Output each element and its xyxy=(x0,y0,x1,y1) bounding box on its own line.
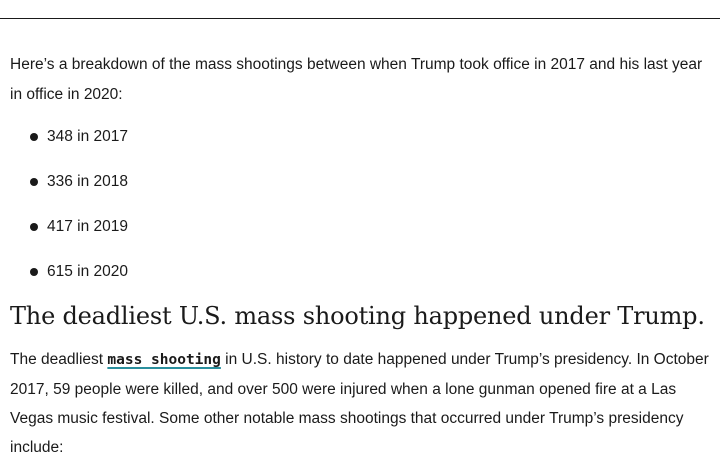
list-item xyxy=(10,212,710,242)
bullet-icon xyxy=(30,268,38,276)
section-heading: The deadliest U.S. mass shooting happened under Trump. xyxy=(10,302,705,330)
list-item-text: 348 in 2017 xyxy=(47,128,129,145)
article-body xyxy=(10,50,710,462)
list-item-text: 615 in 2020 xyxy=(47,263,129,280)
list-item-text: 336 in 2018 xyxy=(47,173,129,190)
list-item xyxy=(10,257,710,287)
top-divider xyxy=(0,18,720,19)
paragraph-text-end: in U.S. history to date happened under Trump’s presidency. In October 2017, 59 people were killed, and over 500 were injured when a lone gunman opened fire at a Las Vegas music festival. Some other notable mass shootings that occurred under Trump’s presidency include: xyxy=(10,351,709,456)
bullet-icon xyxy=(30,178,38,186)
mass-shooting-link[interactable]: mass shooting xyxy=(107,352,221,368)
intro-paragraph: Here’s a breakdown of the mass shootings between when Trump took office in 2017 and his last year in office in 2020: xyxy=(10,56,703,103)
list-item xyxy=(10,122,710,152)
bullet-icon xyxy=(30,223,38,231)
list-item xyxy=(10,167,710,197)
paragraph-text-start: The deadliest xyxy=(10,351,108,368)
body-paragraph xyxy=(10,345,710,462)
bullet-icon xyxy=(30,133,38,141)
shooting-stats-list xyxy=(10,122,710,287)
list-item-text: 417 in 2019 xyxy=(47,218,129,235)
